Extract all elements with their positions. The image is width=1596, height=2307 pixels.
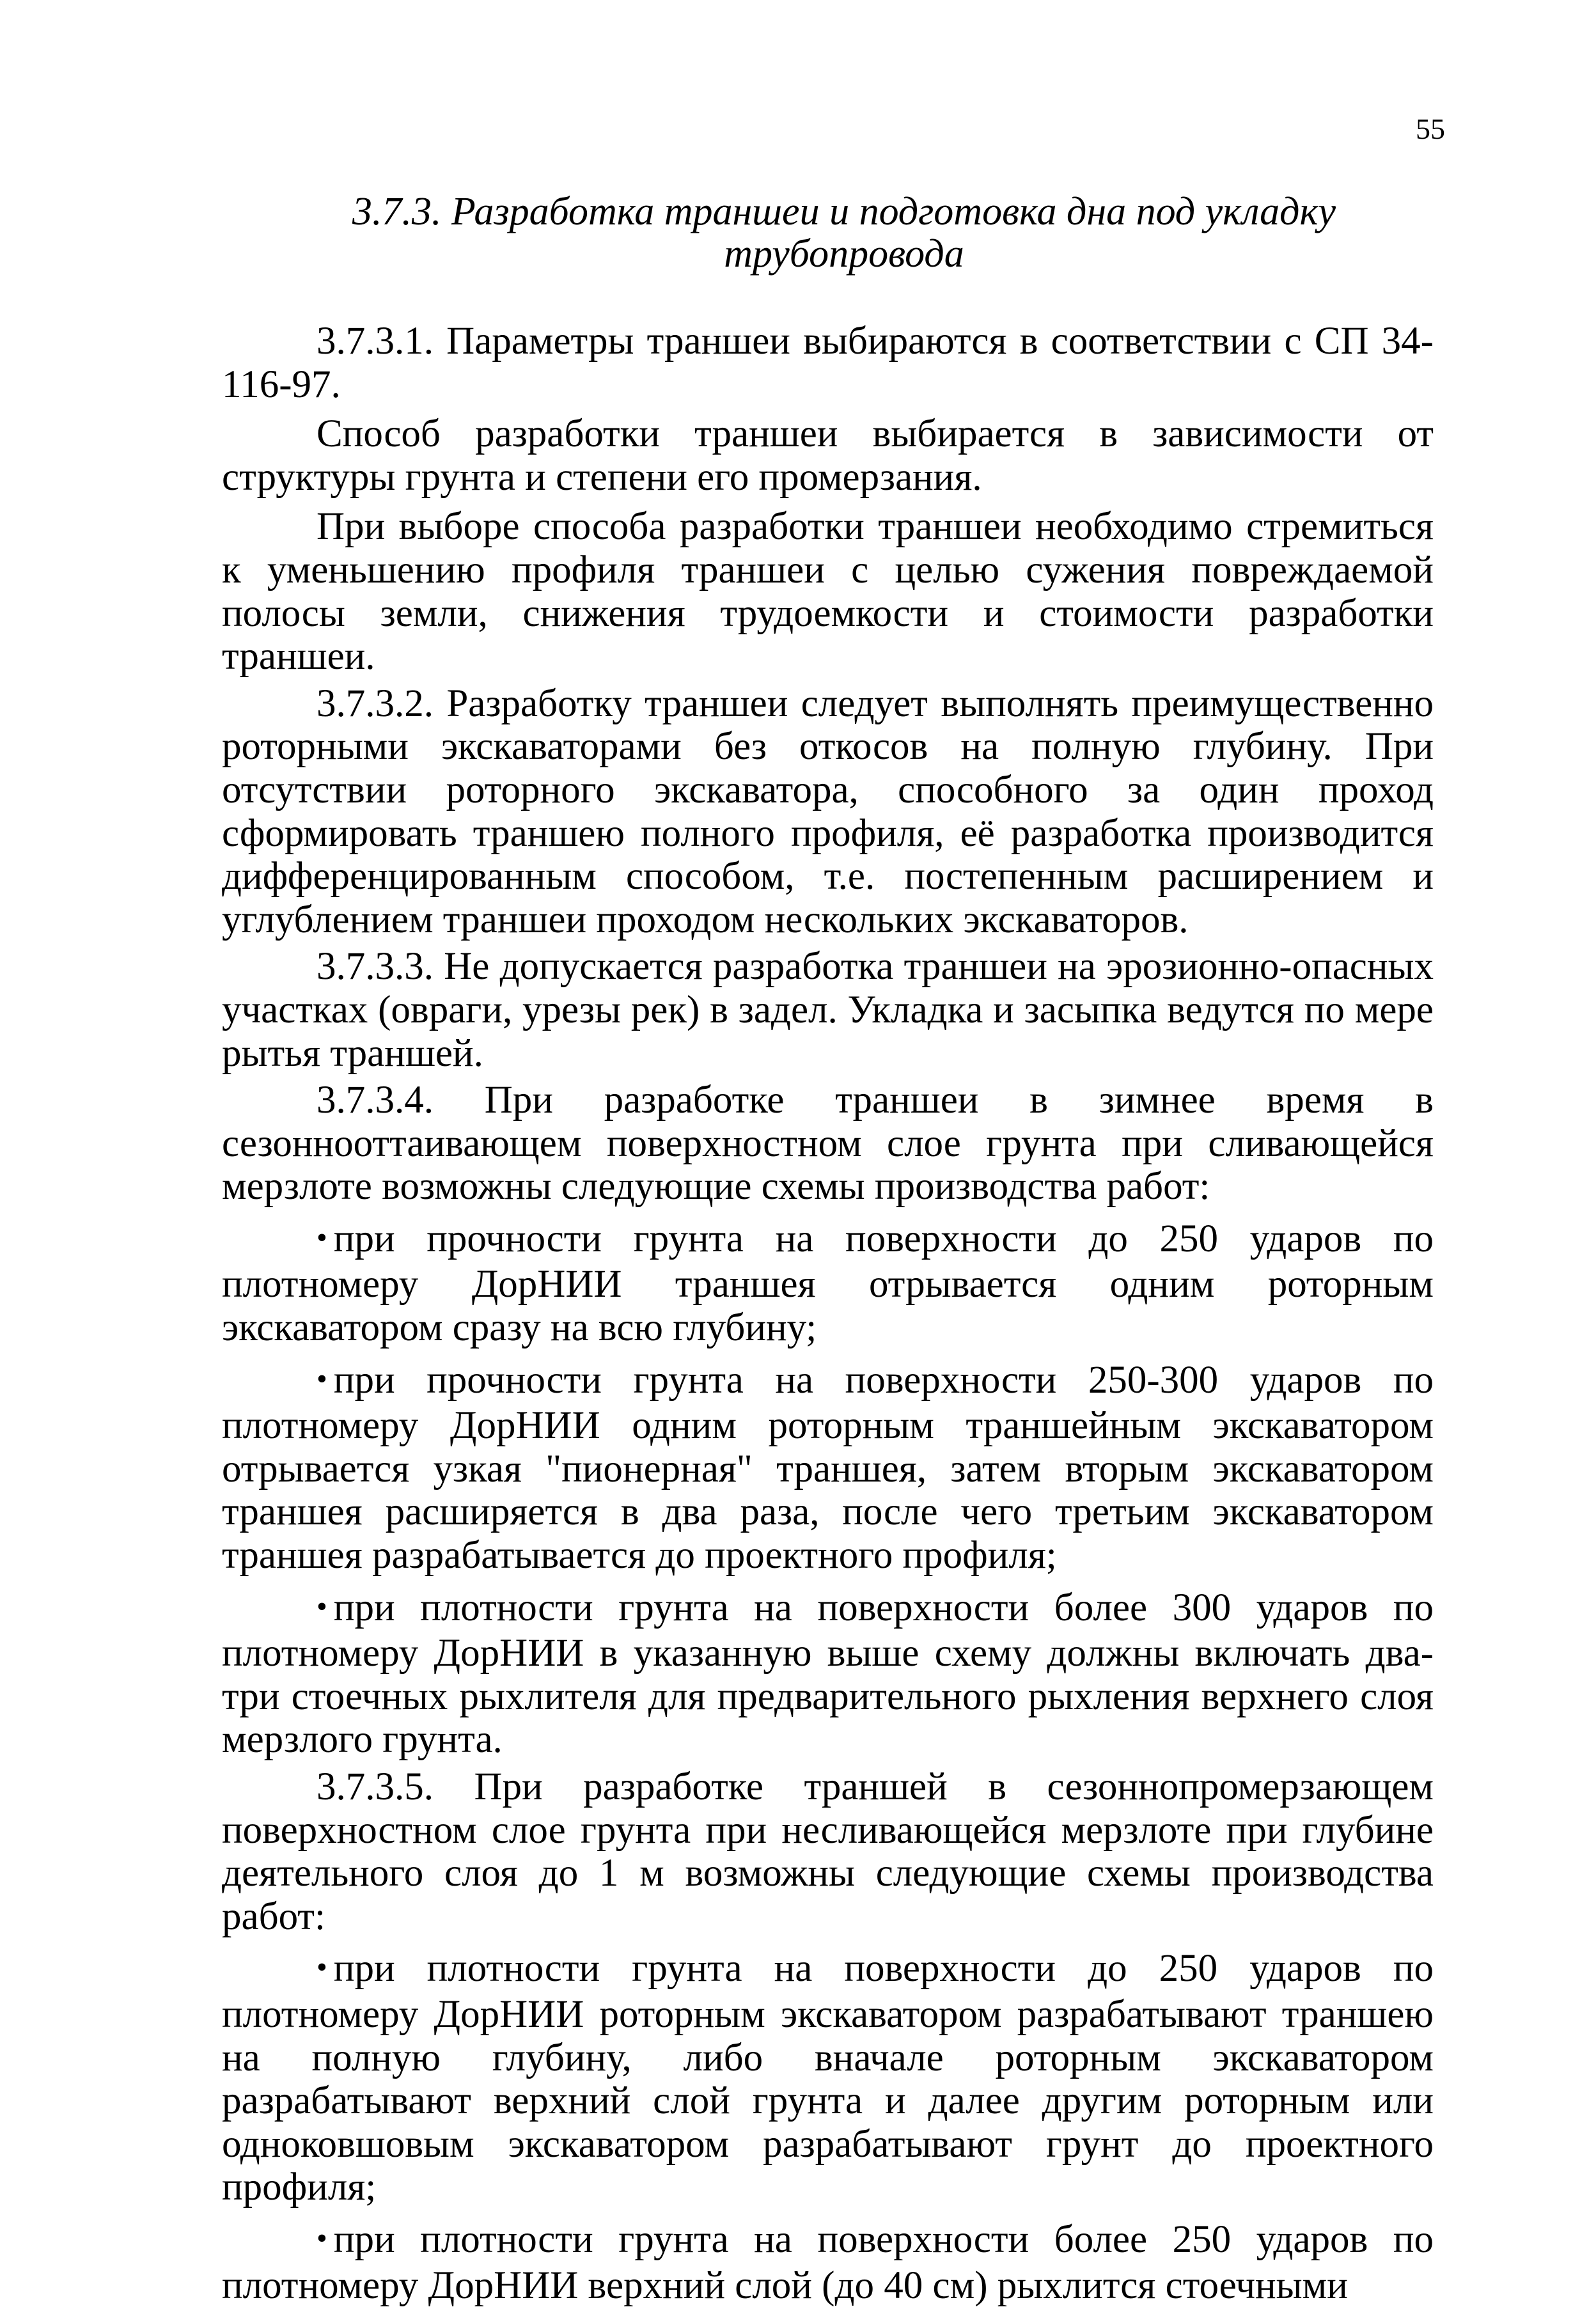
- page-number: 55: [1416, 113, 1445, 145]
- section-heading-line-2: трубопровода: [724, 232, 964, 276]
- paragraph-3-7-3-2: 3.7.3.2. Разработку траншеи следует выполнять преимущественно роторными экскаваторами без откосов на полную глубину. При отсутствии роторного экскаватора, способного за один проход сформировать траншею полного профиля, её разработка производится дифференцированным способом, т.е. постепенным расширением и углублением траншеи проходом нескольких экскаваторов.: [222, 682, 1434, 941]
- paragraph-method-choice: Способ разработки траншеи выбирается в зависимости от структуры грунта и степени его промерзания.: [222, 412, 1434, 499]
- list-item: [222, 1217, 1434, 1350]
- bullet-icon: •: [317, 1361, 327, 1396]
- body-text: [222, 320, 1434, 2307]
- list-item: [222, 1359, 1434, 1577]
- section-heading-line-1: 3.7.3. Разработка траншеи и подготовка дна под укладку: [352, 190, 1336, 233]
- list-item-text: при прочности грунта на поверхности до 250 ударов по плотномеру ДорНИИ траншея отрывается одним роторным экскаватором сразу на всю глубину;: [222, 1217, 1434, 1350]
- list-item-text: при плотности грунта на поверхности до 250 ударов по плотномеру ДорНИИ роторным экскаватором разрабатывают траншею на полную глубину, либо вначале роторным экскаватором разрабатывают верхний слой грунта и далее другим роторным или одноковшовым экскаватором разрабатывают грунт до проектного профиля;: [222, 1947, 1434, 2209]
- list-item-text: при плотности грунта на поверхности более 300 ударов по плотномеру ДорНИИ в указанную выше схему должны включать два-три стоечных рыхлителя для предварительного рыхления верхнего слоя мерзлого грунта.: [222, 1586, 1434, 1762]
- section-heading: [269, 191, 1420, 275]
- paragraph-3-7-3-5: 3.7.3.5. При разработке траншей в сезоннопромерзающем поверхностном слое грунта при несливающейся мерзлоте при глубине деятельного слоя до 1 м возможны следующие схемы производства работ:: [222, 1765, 1434, 1938]
- bullet-icon: •: [317, 1589, 327, 1623]
- bullet-icon: •: [317, 2221, 327, 2255]
- list-item: [222, 1586, 1434, 1762]
- list-item-text: при плотности грунта на поверхности более 250 ударов по плотномеру ДорНИИ верхний слой (до 40 см) рыхлится стоечными: [222, 2217, 1434, 2307]
- paragraph-3-7-3-3: 3.7.3.3. Не допускается разработка траншеи на эрозионно-опасных участках (овраги, урезы рек) в задел. Укладка и засыпка ведутся по мере рытья траншей.: [222, 945, 1434, 1075]
- bullet-icon: •: [317, 1950, 327, 1985]
- bullet-icon: •: [317, 1220, 327, 1255]
- list-item: [222, 2218, 1434, 2307]
- paragraph-profile-reduction: При выборе способа разработки траншеи необходимо стремиться к уменьшению профиля траншеи с целью сужения повреждаемой полосы земли, снижения трудоемкости и стоимости разработки траншеи.: [222, 505, 1434, 678]
- paragraph-3-7-3-4: 3.7.3.4. При разработке траншеи в зимнее время в сезоннооттаивающем поверхностном слое грунта при сливающейся мерзлоте возможны следующие схемы производства работ:: [222, 1079, 1434, 1208]
- list-item: [222, 1947, 1434, 2209]
- list-item-text: при прочности грунта на поверхности 250-300 ударов по плотномеру ДорНИИ одним роторным траншейным экскаватором отрывается узкая "пионерная" траншея, затем вторым экскаватором траншея расширяется в два раза, после чего третьим экскаватором траншея разрабатывается до проектного профиля;: [222, 1358, 1434, 1577]
- paragraph-3-7-3-1: 3.7.3.1. Параметры траншеи выбираются в соответствии с СП 34-116-97.: [222, 320, 1434, 406]
